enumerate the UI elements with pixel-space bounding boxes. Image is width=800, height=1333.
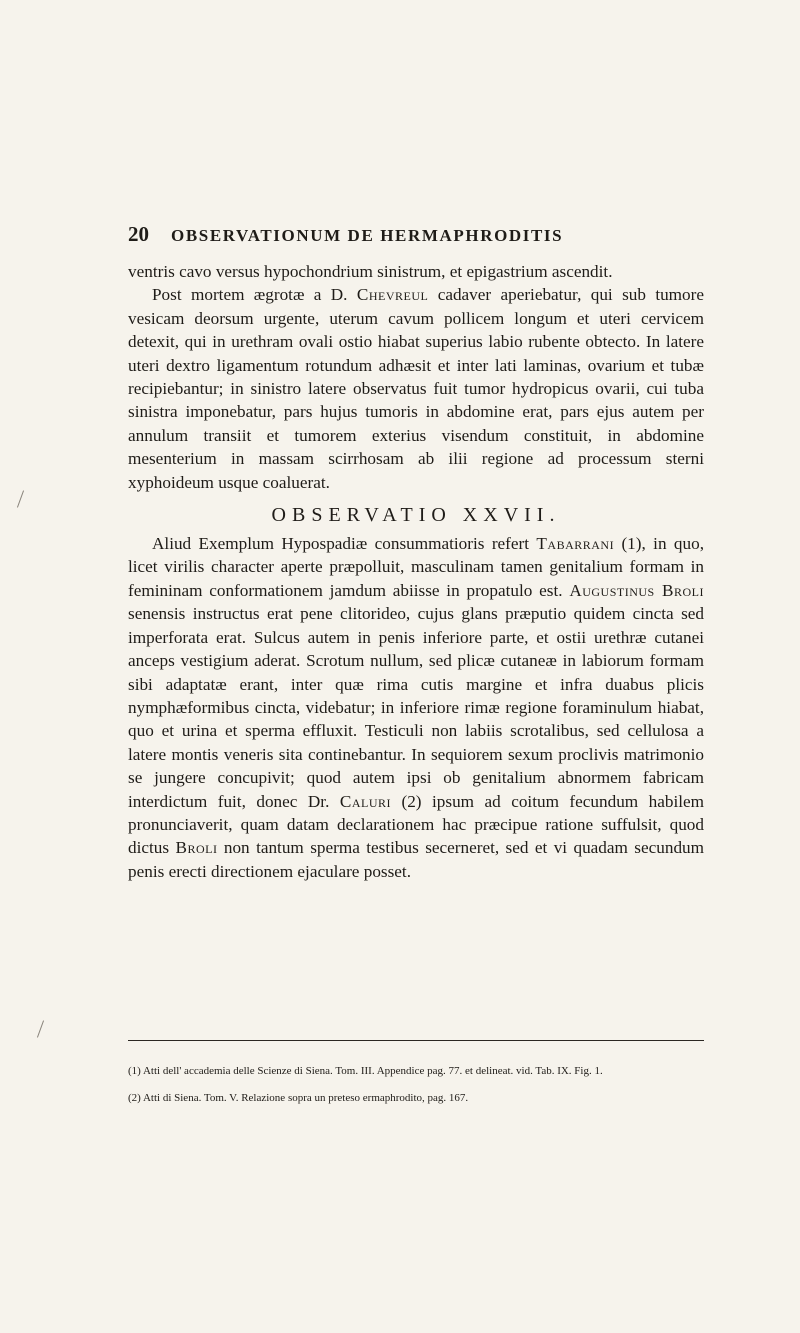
main-text — [128, 260, 704, 883]
footnotes — [128, 1064, 704, 1118]
name-broli: Broli — [175, 838, 218, 858]
paragraph-2-text-a: Post mortem ægrotæ a D. — [152, 285, 357, 305]
name-augustinus-broli: Augustinus Broli — [569, 580, 704, 600]
paragraph-3-text-b: (1), in quo, licet virilis character aperte præpolluit, masculinam tamen genitalium formam in femininam conformationem jamdum abiisse in propatulo est. — [128, 534, 704, 600]
paragraph-3-text-d: (2) ipsum ad coitum fecundum habilem pronunciaverit, quam datam declarationem hac præcipue ratione suffulsit, quod dictus — [128, 791, 705, 858]
footnote-2: (2) Atti di Siena. Tom. V. Relazione sopra un preteso ermaphrodito, pag. 167. — [128, 1092, 469, 1104]
paragraph-1-text: ventris cavo versus hypochondrium sinistrum, et epigastrium ascendit. — [128, 262, 613, 281]
name-chevreul: Chevreul — [356, 285, 429, 305]
running-header — [128, 222, 704, 248]
paragraph-continuation — [128, 260, 704, 283]
paragraph-3-text-e: non tantum sperma testibus secerneret, sed et vi quadam secundum penis erecti directionem ejaculare posset. — [128, 838, 704, 881]
section-heading: OBSERVATIO XXVII. — [271, 504, 561, 527]
paragraph-3-text-c: senensis instructus erat pene clitorideo, cujus glans præputio quidem cincta sed imperforata erat. Sulcus autem in penis inferiore parte, et ostii urethræ cutanei anceps vestigium aderat. Scrotum nullum, sed plicæ cutaneæ in labiorum formam sibi adaptatæ erant, inter quæ rima cutis margine et infra duabus plicis nymphæformibus cincta, videbatur; in inferiore rimæ regione foraminulum hiabat, quo et urina et sperma effluxit. Testiculi non labiis scrotalibus, sed cellulosa a latere montis veneris sita continebantur. In sequiorem sexum proclivis matrimonio se jungere concupivit; quod autem ipsi ob genitalium abnormem fabricam interdictum fuit, donec Dr. — [128, 604, 704, 811]
footnote-1: (1) Atti dell' accademia delle Scienze di Siena. Tom. III. Appendice pag. 77. et delineat. vid. Tab. IX. Fig. 1. — [128, 1065, 603, 1077]
paragraph-2 — [128, 283, 704, 494]
name-caluri: Caluri — [339, 791, 391, 811]
paragraph-3-text-a: Aliud Exemplum Hypospadiæ consummatioris refert — [152, 534, 537, 554]
margin-mark — [17, 490, 24, 507]
name-tabarrani: Tabarrani — [536, 534, 615, 554]
running-title: OBSERVATIONUM DE HERMAPHRODITIS — [171, 226, 564, 245]
page-number: 20 — [128, 222, 149, 246]
paragraph-3 — [128, 532, 704, 883]
paragraph-2-text-b: cadaver aperiebatur, qui sub tumore vesicam deorsum urgente, uterum cavum pollicem longum et uteri cervicem detexit, qui in urethram ovali ostio hiabat superius labio rubente obtecto. In latere uteri dextro ligamentum rotundum adhæsit et inter lati laminas, ovarium et tubæ recipiebantur; in sinistro latere observatus fuit tumor hydropicus ovarii, cui tuba sinistra imponebatur, pars hujus tumoris in abdomine erat, pars ejus autem per annulum transiit et tumorem exterius visendum constituit, in abdomine mesenterium in massam scirrhosam ab ilii regione ad processum sterni xyphoideum usque coaluerat. — [128, 285, 704, 492]
footnote-rule — [128, 1040, 704, 1041]
margin-mark — [37, 1020, 44, 1037]
